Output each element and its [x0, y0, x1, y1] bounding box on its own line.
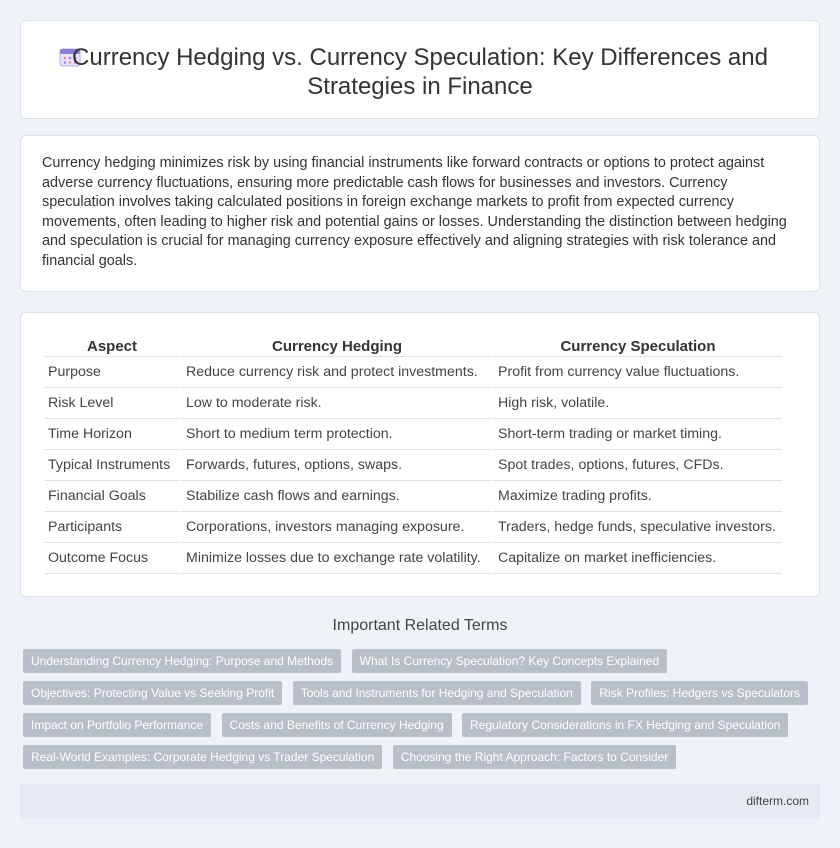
table-row: [44, 388, 782, 419]
related-term-tag[interactable]: Tools and Instruments for Hedging and Speculation: [293, 681, 581, 705]
header-aspect: Aspect: [44, 333, 180, 357]
related-term-tag[interactable]: What Is Currency Speculation? Key Concepts Explained: [352, 649, 668, 673]
table-cell: Participants: [44, 512, 180, 543]
comparison-table: [42, 333, 784, 574]
related-term-tag[interactable]: Objectives: Protecting Value vs Seeking Profit: [23, 681, 282, 705]
table-cell: Short to medium term protection.: [182, 419, 492, 450]
footer: [20, 784, 820, 818]
header-card: [20, 20, 820, 119]
table-cell: Profit from currency value fluctuations.: [494, 357, 782, 388]
tag-row: [23, 745, 823, 777]
table-row: [44, 419, 782, 450]
page-title: [21, 43, 819, 101]
table-cell: Time Horizon: [44, 419, 180, 450]
table-row: [44, 357, 782, 388]
table-cell: Purpose: [44, 357, 180, 388]
related-terms-list: [23, 649, 823, 777]
related-term-tag[interactable]: Risk Profiles: Hedgers vs Speculators: [591, 681, 808, 705]
table-cell: Low to moderate risk.: [182, 388, 492, 419]
page-title-line1: Currency Hedging vs. Currency Speculation: Key Differences and: [72, 44, 768, 71]
table-cell: Corporations, investors managing exposure.: [182, 512, 492, 543]
table-row: [44, 481, 782, 512]
table-cell: Spot trades, options, futures, CFDs.: [494, 450, 782, 481]
related-term-tag[interactable]: Choosing the Right Approach: Factors to Consider: [393, 745, 676, 769]
table-cell: Forwards, futures, options, swaps.: [182, 450, 492, 481]
table-cell: Stabilize cash flows and earnings.: [182, 481, 492, 512]
table-cell: Typical Instruments: [44, 450, 180, 481]
table-cell: Capitalize on market inefficiencies.: [494, 543, 782, 574]
tag-row: [23, 649, 823, 681]
header-hedging: Currency Hedging: [182, 333, 492, 357]
related-term-tag[interactable]: Real-World Examples: Corporate Hedging vs Trader Speculation: [23, 745, 382, 769]
related-terms-title: Important Related Terms: [332, 617, 508, 634]
table-cell: Financial Goals: [44, 481, 180, 512]
related-term-tag[interactable]: Understanding Currency Hedging: Purpose and Methods: [23, 649, 341, 673]
table-row: [44, 512, 782, 543]
footer-site-link[interactable]: difterm.com: [746, 794, 809, 808]
table-row: [44, 543, 782, 574]
table-cell: Maximize trading profits.: [494, 481, 782, 512]
table-cell: Reduce currency risk and protect investments.: [182, 357, 492, 388]
table-cell: Short-term trading or market timing.: [494, 419, 782, 450]
related-term-tag[interactable]: Regulatory Considerations in FX Hedging and Speculation: [462, 713, 788, 737]
summary-card: [20, 135, 820, 292]
related-term-tag[interactable]: Costs and Benefits of Currency Hedging: [222, 713, 452, 737]
summary-text: Currency hedging minimizes risk by using financial instruments like forward contracts or options to protect against adverse currency fluctuations, ensuring more predictable cash flows for businesses and investors. Currency speculation involves taking calculated positions in foreign exchange markets to profit from expected currency movements, often leading to higher risk and potential gains or losses. Understanding the distinction between hedging and speculation is crucial for managing currency exposure effectively and aligning strategies with risk tolerance and financial goals.: [42, 155, 787, 269]
header-speculation: Currency Speculation: [494, 333, 782, 357]
tag-row: [23, 713, 823, 745]
tag-row: [23, 681, 823, 713]
table-header-row: [44, 333, 782, 357]
table-cell: Risk Level: [44, 388, 180, 419]
table-cell: High risk, volatile.: [494, 388, 782, 419]
table-row: [44, 450, 782, 481]
table-cell: Traders, hedge funds, speculative investors.: [494, 512, 782, 543]
related-term-tag[interactable]: Impact on Portfolio Performance: [23, 713, 211, 737]
page-title-line2: Strategies in Finance: [307, 73, 533, 100]
table-cell: Outcome Focus: [44, 543, 180, 574]
table-cell: Minimize losses due to exchange rate volatility.: [182, 543, 492, 574]
comparison-table-card: [20, 312, 820, 597]
